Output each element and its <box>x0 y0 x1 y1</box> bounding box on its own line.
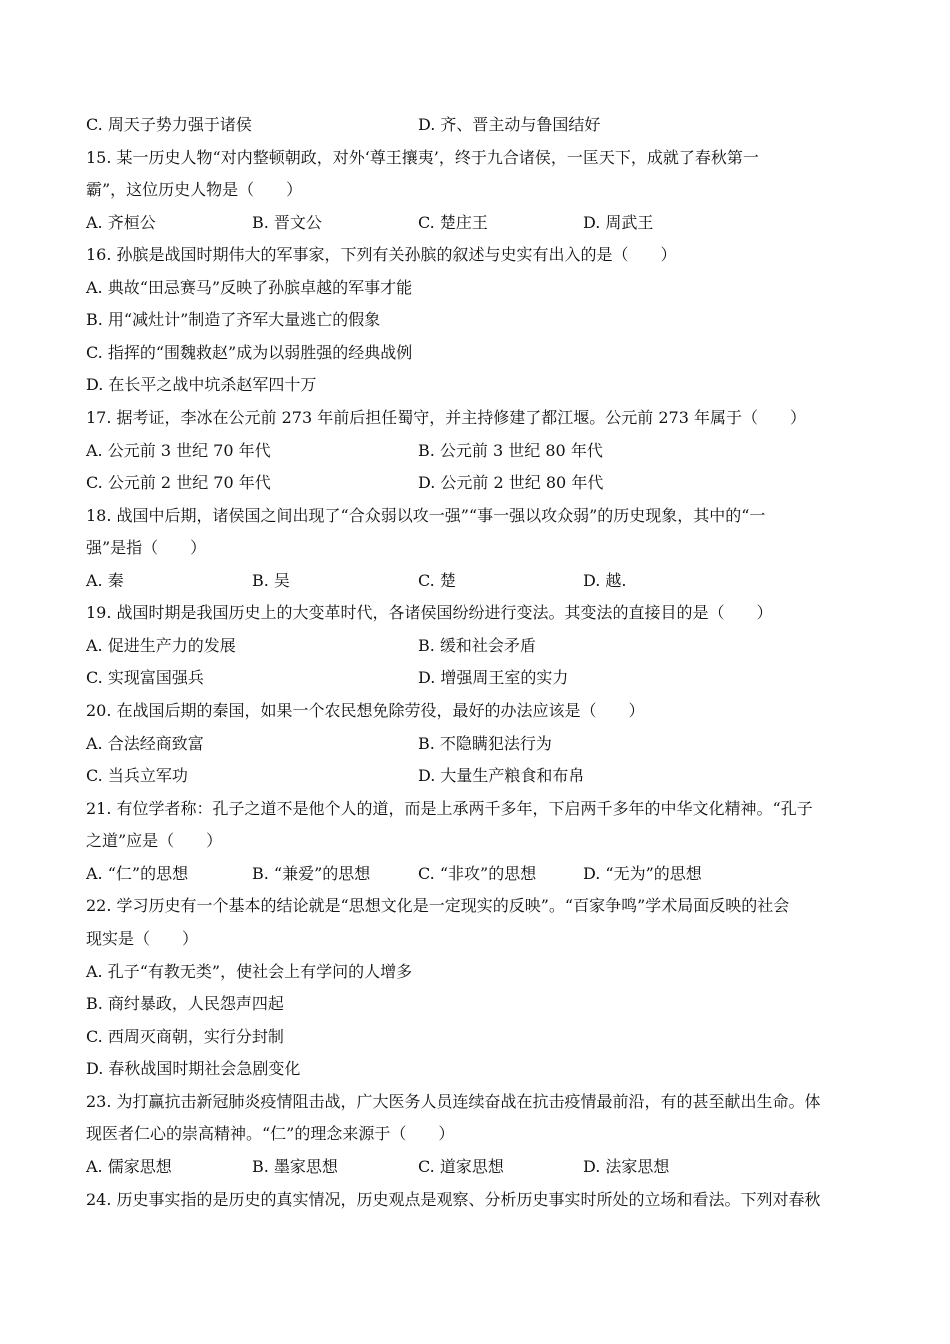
q15-option-d: D. 周武王 <box>583 213 654 232</box>
q18-stem-line1: 18. 战国中后期，诸侯国之间出现了“合众弱以攻一强”“事一强以攻众弱”的历史现象，其中的“一 <box>86 506 766 525</box>
q16-option-a: A. 典故“田忌赛马”反映了孙膑卓越的军事才能 <box>86 278 413 297</box>
q22-option-d: D. 春秋战国时期社会急剧变化 <box>86 1059 301 1078</box>
q21-stem-line2: 之道”应是（ ） <box>86 831 223 850</box>
q16-stem: 16. 孙膑是战国时期伟大的军事家，下列有关孙膑的叙述与史实有出入的是（ ） <box>86 245 677 264</box>
q20-option-a: A. 合法经商致富 <box>86 734 204 753</box>
q15-stem-line1: 15. 某一历史人物“对内整顿朝政，对外‘尊王攘夷’，终于九合诸侯，一匡天下，成就了春秋第一 <box>86 148 759 167</box>
q17-option-a: A. 公元前 3 世纪 70 年代 <box>86 441 271 460</box>
q15-option-b: B. 晋文公 <box>252 213 322 232</box>
q17-option-b: B. 公元前 3 世纪 80 年代 <box>418 441 603 460</box>
q18-option-b: B. 吴 <box>252 571 290 590</box>
q21-stem-line1: 21. 有位学者称：孔子之道不是他个人的道，而是上承两千多年，下启两千多年的中华文化精神。“孔子 <box>86 799 813 818</box>
q17-stem: 17. 据考证，李冰在公元前 273 年前后担任蜀守，并主持修建了都江堰。公元前 273 年属于（ ） <box>86 408 806 427</box>
q18-option-a: A. 秦 <box>86 571 124 590</box>
q19-option-d: D. 增强周王室的实力 <box>418 668 569 687</box>
q18-stem-line2: 强”是指（ ） <box>86 538 207 557</box>
q17-option-c: C. 公元前 2 世纪 70 年代 <box>86 473 271 492</box>
q16-option-b: B. 用“减灶计”制造了齐军大量逃亡的假象 <box>86 310 381 329</box>
q24-stem-line1: 24. 历史事实指的是历史的真实情况，历史观点是观察、分析历史事实时所处的立场和看法。下列对春秋 <box>86 1190 821 1209</box>
q17-option-d: D. 公元前 2 世纪 80 年代 <box>418 473 604 492</box>
q15-option-a: A. 齐桓公 <box>86 213 156 232</box>
q23-stem-line1: 23. 为打赢抗击新冠肺炎疫情阻击战，广大医务人员连续奋战在抗击疫情最前沿，有的甚至献出生命。体 <box>86 1092 821 1111</box>
q19-option-c: C. 实现富国强兵 <box>86 668 204 687</box>
q20-option-b: B. 不隐瞒犯法行为 <box>418 734 552 753</box>
q19-option-a: A. 促进生产力的发展 <box>86 636 236 655</box>
q22-option-a: A. 孔子“有教无类”，使社会上有学问的人增多 <box>86 962 413 981</box>
q22-stem-line2: 现实是（ ） <box>86 929 199 948</box>
q20-option-d: D. 大量生产粮食和布帛 <box>418 766 585 785</box>
q22-option-c: C. 西周灭商朝，实行分封制 <box>86 1027 284 1046</box>
q23-option-d: D. 法家思想 <box>583 1157 670 1176</box>
q15-stem-line2: 霸”，这位历史人物是（ ） <box>86 180 303 199</box>
q16-option-c: C. 指挥的“围魏救赵”成为以弱胜强的经典战例 <box>86 343 413 362</box>
q23-option-c: C. 道家思想 <box>418 1157 504 1176</box>
q18-option-d: D. 越. <box>583 571 627 590</box>
q15-option-c: C. 楚庄王 <box>418 213 488 232</box>
q22-option-b: B. 商纣暴政，人民怨声四起 <box>86 994 284 1013</box>
q21-option-b: B. “兼爱”的思想 <box>252 864 371 883</box>
q20-stem: 20. 在战国后期的秦国，如果一个农民想免除劳役，最好的办法应该是（ ） <box>86 701 645 720</box>
q19-stem: 19. 战国时期是我国历史上的大变革时代，各诸侯国纷纷进行变法。其变法的直接目的是（ ） <box>86 603 773 622</box>
q22-stem-line1: 22. 学习历史有一个基本的结论就是“思想文化是一定现实的反映”。“百家争鸣”学术局面反映的社会 <box>86 896 790 915</box>
q21-option-c: C. “非攻”的思想 <box>418 864 537 883</box>
q16-option-d: D. 在长平之战中坑杀赵军四十万 <box>86 375 317 394</box>
q23-option-a: A. 儒家思想 <box>86 1157 172 1176</box>
q21-option-a: A. “仁”的思想 <box>86 864 189 883</box>
q21-option-d: D. “无为”的思想 <box>583 864 702 883</box>
q14-option-d: D. 齐、晋主动与鲁国结好 <box>418 115 601 134</box>
q19-option-b: B. 缓和社会矛盾 <box>418 636 536 655</box>
q23-option-b: B. 墨家思想 <box>252 1157 338 1176</box>
q18-option-c: C. 楚 <box>418 571 456 590</box>
q23-stem-line2: 现医者仁心的崇高精神。“仁”的理念来源于（ ） <box>86 1124 455 1143</box>
q14-option-c: C. 周天子势力强于诸侯 <box>86 115 252 134</box>
q20-option-c: C. 当兵立军功 <box>86 766 188 785</box>
